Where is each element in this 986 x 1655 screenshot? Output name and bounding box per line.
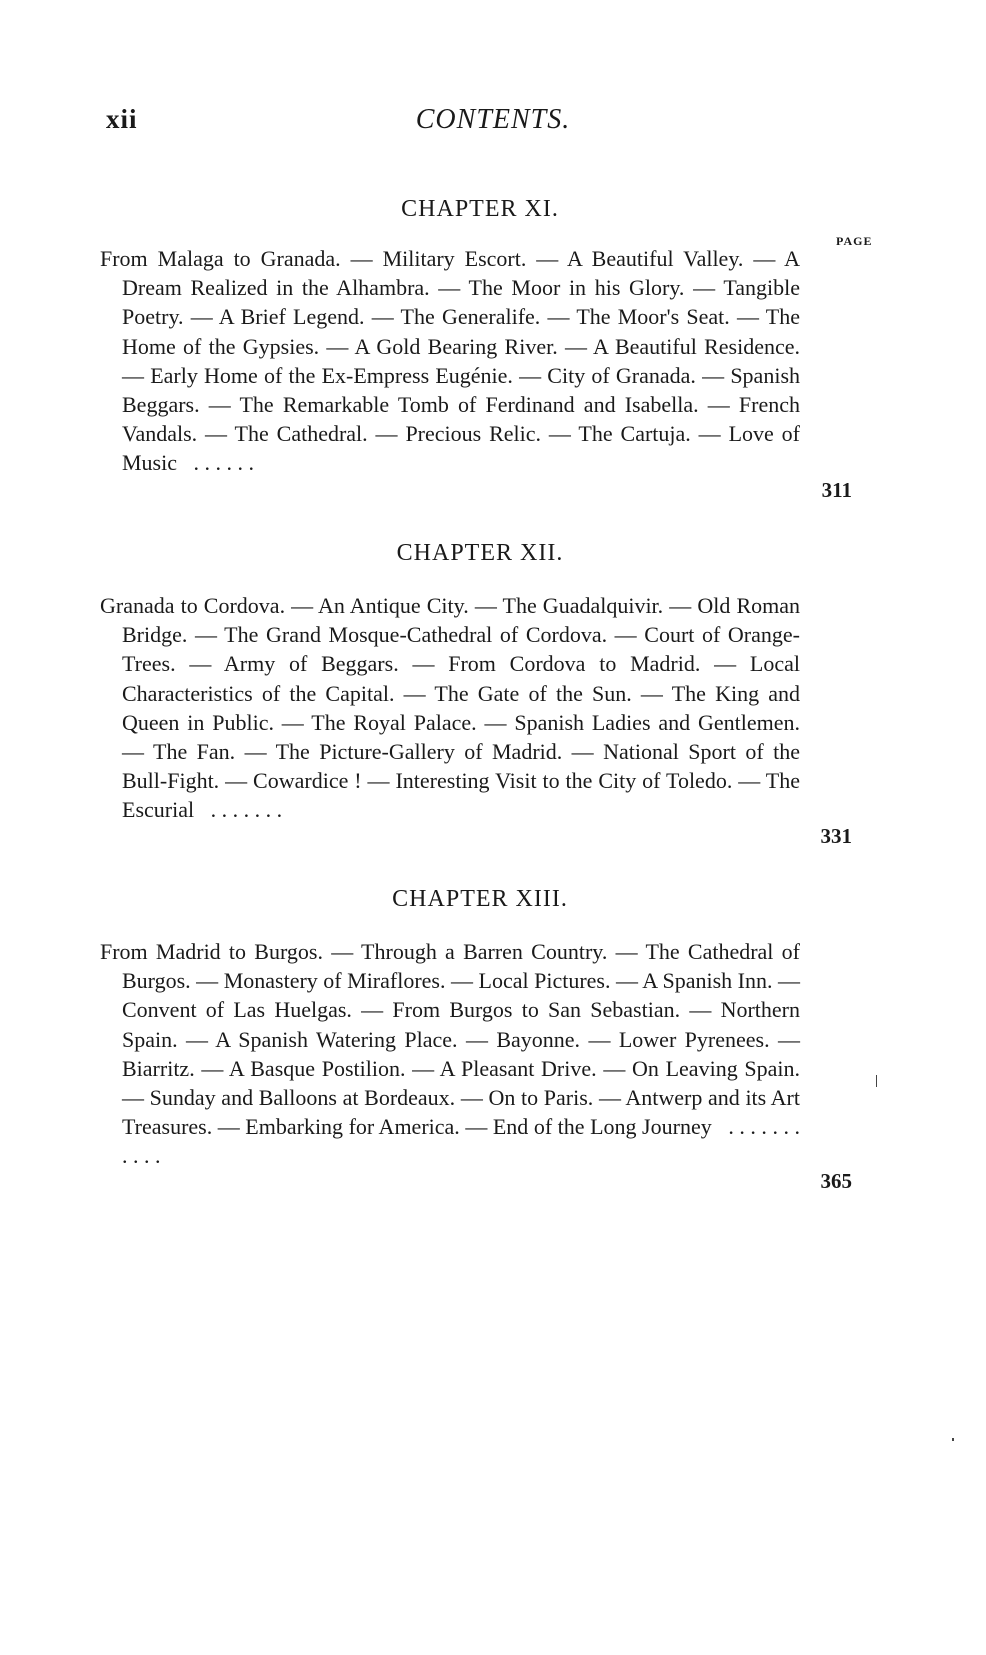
page-column-label: PAGE	[836, 234, 873, 248]
page-reference: 311	[821, 478, 852, 502]
summary-text: From Madrid to Burgos. — Through a Barren Country. — The Cathedral of Burgos. — Monastery of Miraflores. — Local Pictures. — A Spanish Inn. — Convent of Las Huelgas. — From Burgos to San Sebastian. — Northern Spain. — A Spanish Watering Place. — Bayonne. — Lower Pyrenees. — Biarritz. — A Basque Postilion. — A Pleasant Drive. — On Leaving Spain. — Sunday and Balloons at Bordeaux. — On to Paris. — Antwerp and its Art Treasures. — Embarking for America. — End of the Long Journey	[100, 939, 800, 1140]
chapter-heading: CHAPTER XII.	[396, 540, 564, 566]
chapter-summary	[100, 937, 800, 1171]
page-number: xii	[106, 104, 138, 134]
summary-text: From Malaga to Granada. — Military Escort. — A Beautiful Valley. — A Dream Realized in the Alhambra. — The Moor in his Glory. — Tangible Poetry. — A Brief Legend. — The Generalife. — The Moor's Seat. — The Home of the Gypsies. — A Gold Bearing River. — A Beautiful Residence. — Early Home of the Ex-Empress Eugénie. — City of Granada. — Spanish Beggars. — The Remarkable Tomb of Ferdinand and Isabella. — French Vandals. — The Cathedral. — Precious Relic. — The Cartuja. — Love of Music	[100, 246, 800, 476]
summary-text: Granada to Cordova. — An Antique City. — The Guadalquivir. — Old Roman Bridge. — The Grand Mosque-Cathedral of Cordova. — Court of Orange-Trees. — Army of Beggars. — From Cordova to Madrid. — Local Characteristics of the Capital. — The Gate of the Sun. — The King and Queen in Public. — The Royal Palace. — Spanish Ladies and Gentlemen. — The Fan. — The Picture-Gallery of Madrid. — National Sport of the Bull-Fight. — Cowardice ! — Interesting Visit to the City of Toledo. — The Escurial	[100, 593, 800, 823]
chapter-heading: CHAPTER XIII.	[392, 886, 568, 912]
dot-leader: . . . . . . . . . . .	[122, 1114, 800, 1169]
page-reference: 365	[820, 1169, 852, 1193]
dot-leader: . . . . . . .	[210, 797, 283, 823]
scan-artifact	[876, 1075, 877, 1087]
chapter-summary	[100, 244, 800, 478]
chapter-heading: CHAPTER XI.	[401, 196, 559, 222]
dot-leader: . . . . . .	[193, 450, 254, 476]
running-head: CONTENTS.	[415, 104, 571, 135]
page-reference: 331	[820, 824, 852, 848]
scan-artifact	[952, 1438, 954, 1441]
chapter-summary	[100, 591, 800, 825]
